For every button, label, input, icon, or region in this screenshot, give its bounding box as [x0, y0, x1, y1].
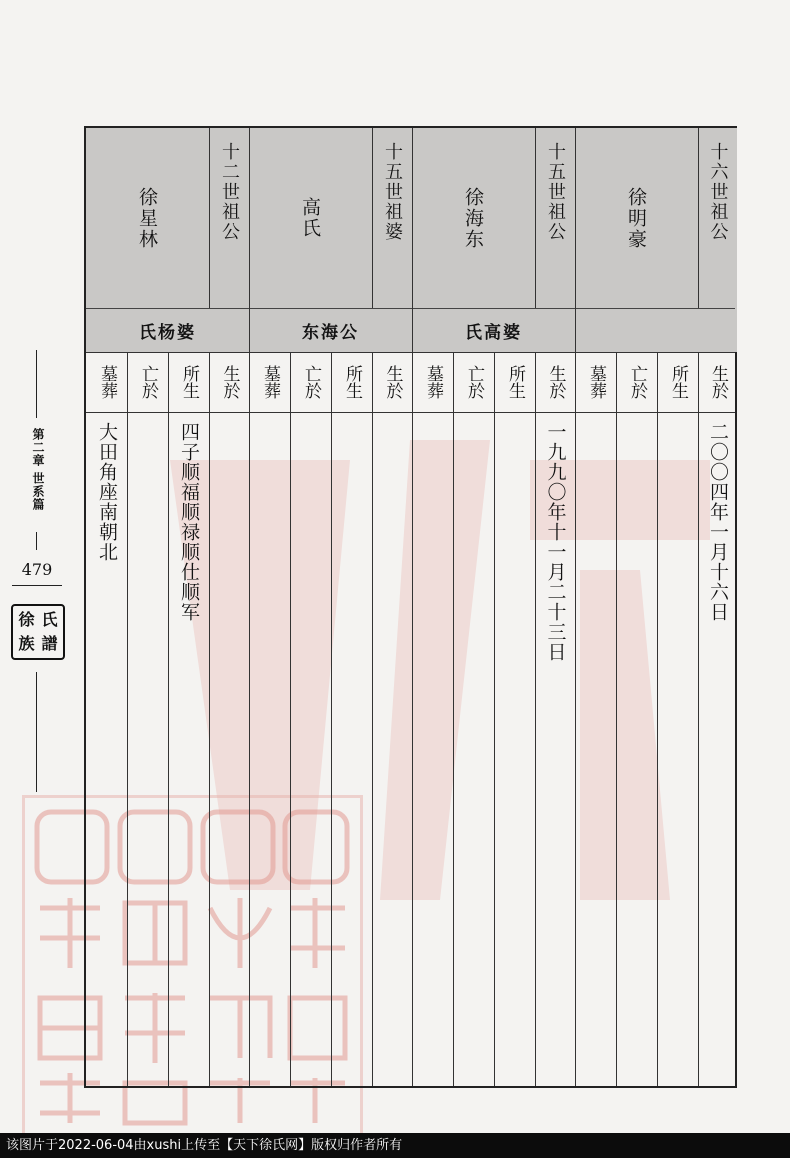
- label-burial: 墓葬: [97, 365, 117, 399]
- row-divider: [86, 352, 735, 353]
- children-value: [657, 412, 698, 1082]
- person-name: 徐星林: [136, 186, 158, 250]
- burial-value: [575, 412, 616, 1082]
- genealogy-table: [84, 126, 737, 1088]
- burial-value: [249, 412, 290, 1082]
- page-number-rule: [12, 585, 62, 586]
- person-name: 徐明豪: [625, 186, 647, 250]
- generation-label: 十二世祖公: [219, 142, 240, 242]
- logo-char: 譜: [41, 634, 58, 653]
- row-divider: [86, 412, 735, 413]
- died-value: [616, 412, 657, 1082]
- row-divider: [86, 308, 735, 309]
- spouse-label: 氏杨婆: [86, 308, 249, 352]
- column-divider: [616, 352, 617, 1086]
- label-died: 亡於: [301, 365, 321, 399]
- spouse-label: [575, 308, 737, 352]
- label-burial: 墓葬: [586, 365, 606, 399]
- born-date: 二〇〇四年一月十六日: [707, 422, 729, 622]
- column-divider: [290, 352, 291, 1086]
- died-value: [290, 412, 331, 1082]
- upload-footer: 该图片于2022-06-04由xushi上传至【天下徐氏网】版权归作者所有: [0, 1133, 790, 1158]
- column-divider: [331, 352, 332, 1086]
- label-born: 生於: [382, 365, 403, 399]
- label-burial: 墓葬: [260, 365, 280, 399]
- label-children: 所生: [179, 365, 199, 399]
- born-date: [372, 412, 412, 1082]
- children-value: 四子顺福顺禄顺仕顺军: [178, 422, 200, 622]
- group-divider: [575, 128, 576, 1086]
- label-burial: 墓葬: [423, 365, 443, 399]
- chapter-label: 第二章 世系篇: [31, 428, 45, 512]
- logo-char: 族: [18, 634, 35, 653]
- label-born: 生於: [545, 365, 566, 399]
- died-value: [127, 412, 168, 1082]
- column-divider: [657, 352, 658, 1086]
- xushi-zupu-logo: [11, 604, 65, 660]
- column-divider: [127, 352, 128, 1086]
- group-divider: [249, 128, 250, 1086]
- born-date: [209, 412, 249, 1082]
- children-value: [494, 412, 535, 1082]
- children-value: [331, 412, 372, 1082]
- person-name: 高氏: [299, 197, 321, 239]
- person-name: 徐海东: [462, 186, 484, 250]
- header-divider: [535, 128, 536, 308]
- column-divider: [209, 352, 210, 1086]
- spouse-label: 氏高婆: [412, 308, 575, 352]
- label-died: 亡於: [138, 365, 158, 399]
- label-born: 生於: [708, 365, 728, 399]
- label-children: 所生: [668, 365, 688, 399]
- died-value: [453, 412, 494, 1082]
- spouse-label: 东海公: [249, 308, 412, 352]
- burial-value: 大田角座南朝北: [96, 422, 118, 562]
- label-children: 所生: [342, 365, 362, 399]
- generation-label: 十五世祖公: [545, 142, 566, 242]
- page-number: 479: [21, 560, 53, 579]
- logo-char: 氏: [41, 610, 58, 629]
- column-divider: [494, 352, 495, 1086]
- column-divider: [535, 352, 536, 1086]
- column-divider: [168, 352, 169, 1086]
- column-divider: [453, 352, 454, 1086]
- margin-rule-bottom: [36, 672, 37, 792]
- label-died: 亡於: [627, 365, 647, 399]
- header-divider: [372, 128, 373, 308]
- header-divider: [698, 128, 699, 308]
- logo-char: 徐: [18, 610, 35, 629]
- generation-label: 十五世祖婆: [382, 142, 403, 242]
- label-born: 生於: [219, 365, 240, 399]
- group-divider: [412, 128, 413, 1086]
- born-date: 一九九〇年十一月二十三日: [544, 422, 567, 662]
- burial-value: [412, 412, 453, 1082]
- margin-rule-mid: [36, 532, 37, 550]
- margin-rule-top: [36, 350, 37, 418]
- generation-label: 十六世祖公: [707, 142, 729, 242]
- label-children: 所生: [505, 365, 525, 399]
- label-died: 亡於: [464, 365, 484, 399]
- column-divider: [698, 352, 699, 1086]
- header-divider: [209, 128, 210, 308]
- column-divider: [372, 352, 373, 1086]
